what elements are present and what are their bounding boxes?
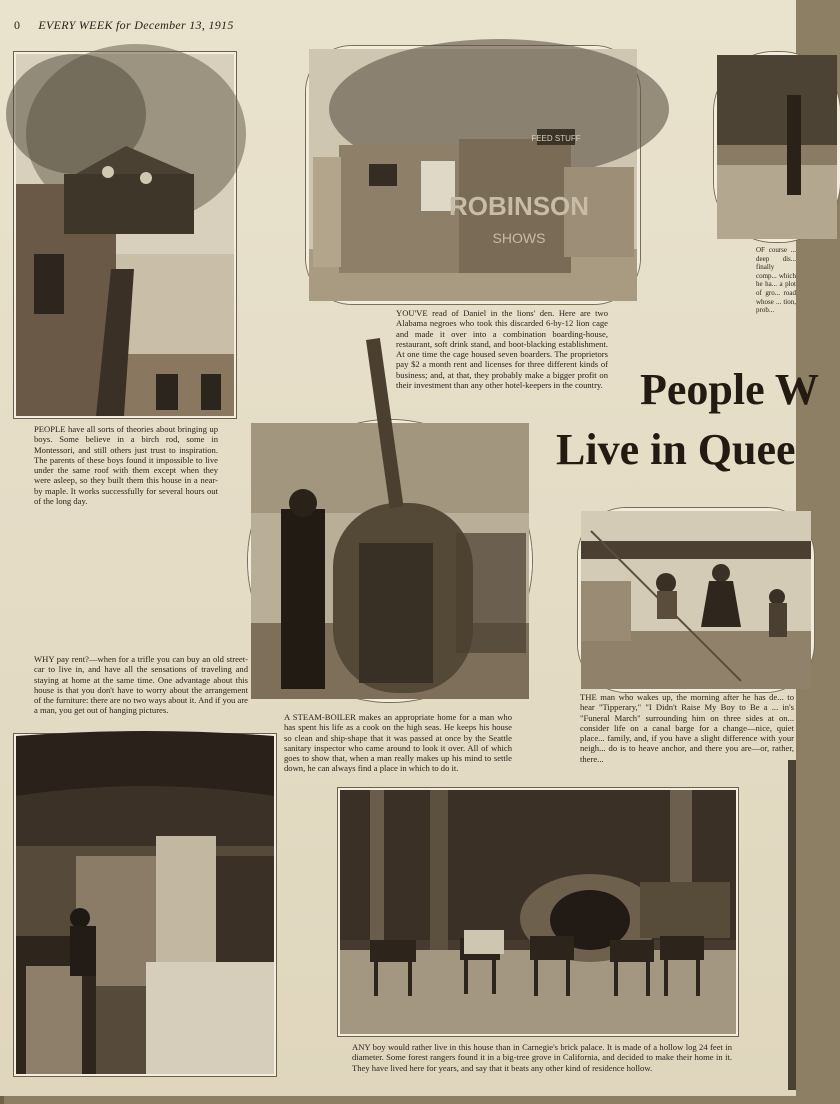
right-edge-photo [788,760,796,1090]
log-house-photo [338,788,738,1036]
cage-sub-text: SHOWS [492,230,546,246]
canal-barge-caption: THE man who wakes up, the morning after he has de... to hear "Tipperary," "I Didn't Raise My Boy to Be a ... in's "Funeral March" surrounding him on three sides at on... consider life on a canal barge for a change—nice, quiet place... family, and, if you have a slight difference with your neigh... do is to heave anchor, and there you are—or, rather, there... [580,692,794,764]
steam-boiler-caption: A STEAM-BOILER makes an appropriate home for a man who has spent his life as a cook on the high seas. He keeps his house so clean and ship-shape that it was passed at once by the Seattle sanitary inspector who came around to look it over. All of which goes to show that, when a man really makes up his mind to settle down, he can always find a place in which to do it. [284,712,512,774]
headline-line-1: People W [640,365,819,414]
feed-sign-text: FEED STUFF [531,134,581,143]
cage-name-text: ROBINSON [448,191,590,221]
page-number: 0 [14,18,21,32]
lion-cage-photo [306,46,640,304]
street-car-photo [14,734,276,1076]
tree-house-photo [14,52,236,418]
corner-caption: OF course ... deep dis... finally comp... which he ha... a plot of gro... road whose ... tion, prob... [756,246,796,315]
tree-house-caption: PEOPLE have all sorts of theories about bringing up boys. Some believe in a birch rod, some in Montessori, and still others just trust to inspiration. The parents of these boys found it impossible to live under the same roof with them except when they were asleep, so they built them this house in a near-by maple. It works successfully for several hours out of the long day. [34,424,218,507]
canal-barge-photo [578,508,814,692]
corner-oval-photo [714,52,840,242]
header-title: EVERY WEEK for December 13, 1915 [38,18,234,32]
headline-line-2: Live in Quee [556,425,796,474]
lion-cage-caption: YOU'VE read of Daniel in the lions' den. Here are two Alabama negroes who took this discarded 6-by-12 lion cage and made it over into a combination boarding-house, restaurant, soft drink stand, and boot-blacking establishment. At one time the cage housed seven boarders. The proprietors pay $2 a month rent and licenses for three different kinds of business; and, at that, they probably make a bigger profit on their investment than any other hotel-keepers in the country. [396,308,608,391]
street-car-caption: WHY pay rent?—when for a trifle you can buy an old street-car to live in, and have all the sensations of traveling and staying at home at the same time. One advantage about this house is that you don't have to worry about the arrangement of the furniture: there are no two ways about it. And if you are a man, you get out of hanging pictures. [34,654,248,716]
running-header [14,18,314,34]
log-house-caption: ANY boy would rather live in this house than in Carnegie's brick palace. It is made of a hollow log 24 feet in diameter. Some forest rangers found it in a big-tree grove in California, and decided to make their home in it. They have lived here for years, and say that it beats any other kind of residence hollow. [352,1042,732,1073]
